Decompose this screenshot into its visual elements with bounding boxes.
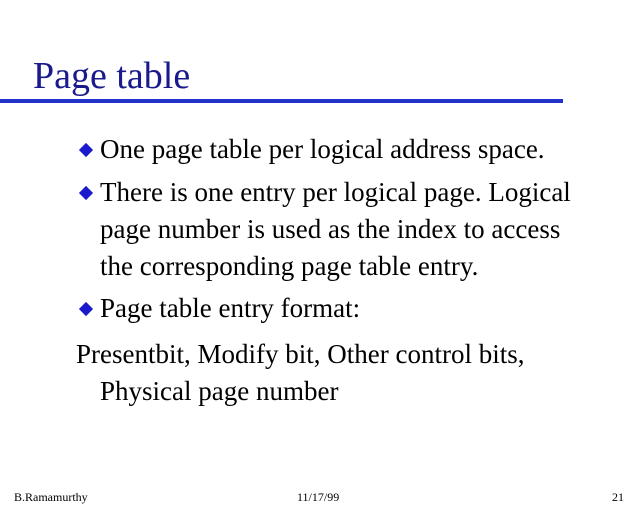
- bullet-line: One page table per logical address space.: [100, 134, 545, 164]
- slide-title: Page table: [33, 55, 191, 97]
- entry-format-paragraph: [76, 336, 524, 410]
- bullet-item: [78, 174, 571, 285]
- footer-page-number: 21: [612, 490, 624, 504]
- footer-author: B.Ramamurthy: [14, 490, 88, 504]
- bullet-line: the corresponding page table entry.: [100, 251, 479, 281]
- footer-date: 11/17/99: [297, 490, 340, 504]
- bullet-line: Page table entry format:: [100, 293, 361, 323]
- title-underline: [0, 99, 563, 103]
- bullet-line: page number is used as the index to access: [100, 214, 561, 244]
- bullet-item: [78, 290, 360, 327]
- bullet-item: [78, 131, 545, 168]
- paragraph-line: Physical page number: [100, 376, 339, 406]
- paragraph-line: Presentbit, Modify bit, Other control bits,: [76, 339, 525, 369]
- bullet-line: There is one entry per logical page. Logical: [100, 177, 571, 207]
